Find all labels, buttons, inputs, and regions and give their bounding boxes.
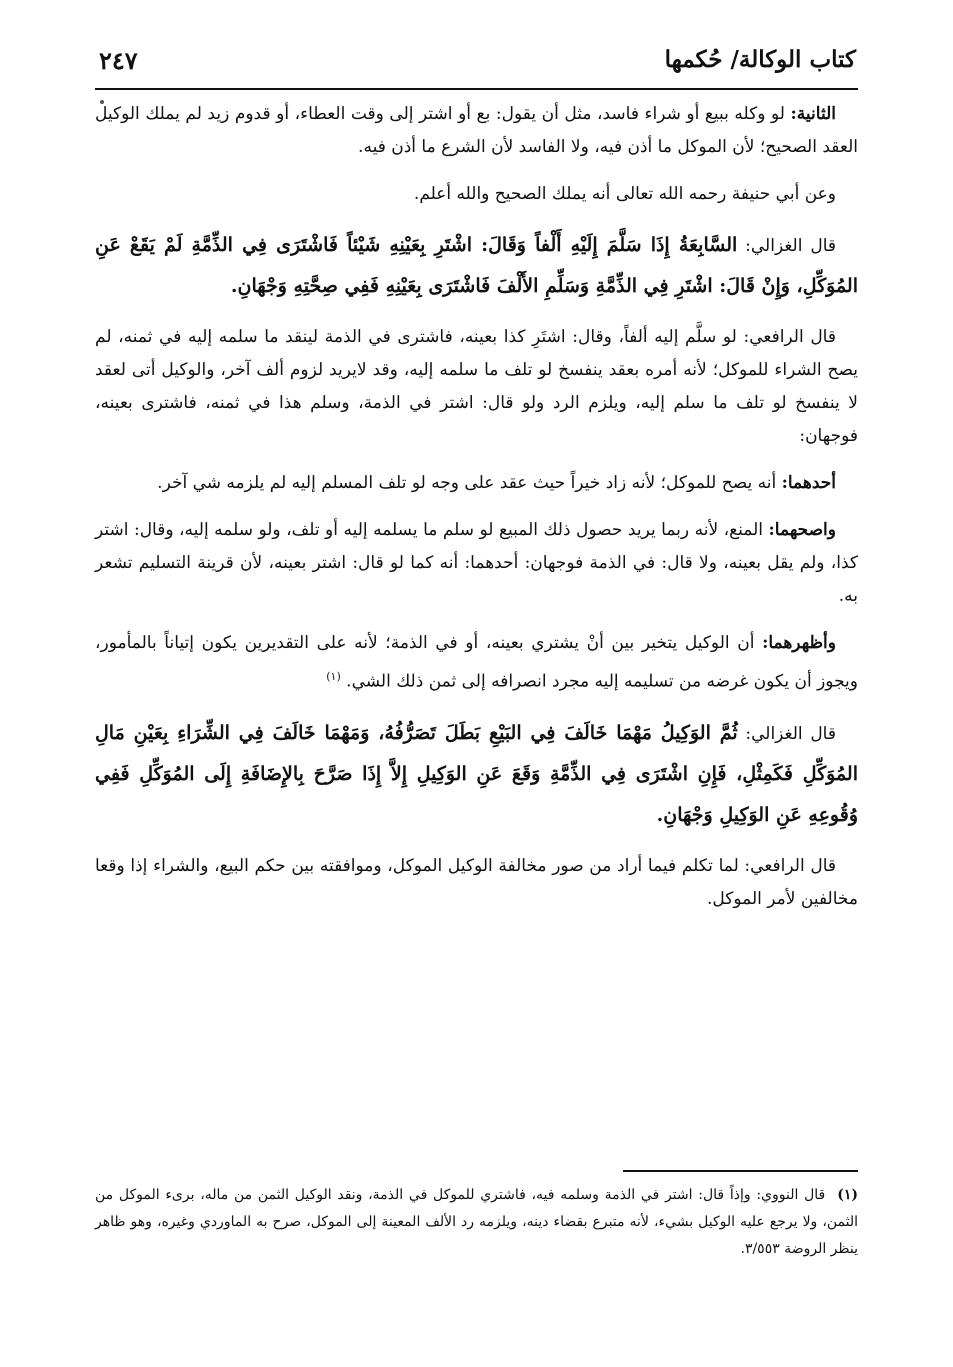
footnotes-section [95,1170,858,1263]
ghazali-quote-agent-violation [95,713,858,836]
footnote-reference[interactable]: (١) [326,670,341,683]
quote-intro: قال الغزالي: [737,236,836,256]
paragraph-lead: أحدهما: [781,473,836,493]
paragraph-clearer-view [95,627,858,699]
paragraph-text: أن الوكيل يتخير بين أنْ يشتري بعينه، أو في الذمة؛ لأنه على التقديرين يكون إتياناً بالمأمور، ويجوز أن يكون غرضه من تسليمه إليه مجرد انصرافه إلى ثمن ذلك الشي. [95,633,858,692]
paragraph-sounder-view [95,514,858,613]
paragraph-second-issue [95,98,858,164]
footnote-divider [623,1170,858,1172]
paragraph-text: أنه يصح للموكل؛ لأنه زاد خيراً حيث عقد على وجه لو تلف المسلم إليه لم يلزمه شي آخر. [157,473,782,493]
paragraph-text: قال الرافعي: لو سلَّم إليه ألفاً، وقال: اشتَرِ كذا بعينه، فاشترى في الذمة لينقد ما سلمه إليه في ثمنه، لم يصح الشراء للموكل؛ لأنه أمره بعقد ينفسخ لو تلف ما سلمه إليه، وقد لايريد لزوم ألف آخر، والوكيل أتى لعقد لا ينفسخ لو تلف ما سلم إليه، ويلزم الرد ولو قال: اشتر في الذمة، وسلم هذا في ثمنه، فاشترى بعينه، فوجهان: [95,327,858,446]
paragraph-rafii-commentary [95,321,858,453]
page-body [95,98,858,930]
page-header [95,40,858,90]
page-number: ٢٤٧ [99,46,138,75]
running-title: كتاب الوكالة/ حُكمها [664,46,856,73]
paragraph-text: قال الرافعي: لما تكلم فيما أراد من صور مخالفة الوكيل الموكل، وموافقته بين حكم البيع، والشراء إذا وقعا مخالفين لأمر الموكل. [95,855,858,909]
paragraph-lead: واصحهما: [768,520,836,540]
footnote-text: قال النووي: وإذاً قال: اشتر في الذمة وسلمه فيه، فاشتري للموكل في الذمة، ونقد الوكيل الثمن من ماله، برىء الموكل من الثمن، ولا يرجع عليه الوكيل بشيء، لأنه متبرع بقضاء دينه، ويلزمه رد الألف المعينة إلى الموكل، صرح به الماوردي وغيره، وهو ظاهر ينظر الروضة ٣/٥٥٣. [95,1187,858,1257]
ghazali-quote-seventh [95,225,858,307]
footnote-mark: (١) [837,1187,858,1203]
paragraph-text: المنع، لأنه ربما يريد حصول ذلك المبيع لو سلم ما يسلمه إليه أو تلف، ولو سلمه إليه، وقال: اشتر كذا، ولم يقل بعينه، ولا قال: في الذمة فوجهان: أحدهما: أنه كما لو قال: اشتر بعينه، لأن قرينة التسليم تشعر به. [95,520,858,606]
paragraph-lead: الثانية: [790,104,836,124]
quote-matn: السَّابِعَةُ إِذَا سَلَّمَ إِلَيْهِ أَلْفاً وَقَالَ: اشْتَرِ بِعَيْنِهِ شَيْئاً فَاشْتَرَى فِي الذِّمَّةِ لَمْ يَقَعْ عَنِ المُوَكِّلِ، وَإِنْ قَالَ: اشْتَرِ فِي الذِّمَّةِ وَسَلِّمِ الأَلْفَ فَاشْتَرَى بِعَيْنِهِ فَفِي صِحَّتِهِ وَجْهَانِ. [95,234,858,297]
paragraph-rafii-closing [95,850,858,916]
quote-matn: ثُمَّ الوَكِيلُ مَهْمَا خَالَفَ فِي البَيْعِ بَطَلَ تَصَرُّفُهُ، وَمَهْمَا خَالَفَ فِي الشِّرَاءِ بِعَيْنِ مَالِ المُوَكِّلِ فَكَمِثْلِ، فَإِنِ اشْتَرَى فِي الذِّمَّةِ وَقَعَ عَنِ الوَكِيلِ إِلاَّ إِذَا صَرَّحَ بِالإِضَافَةِ إِلَى المُوَكِّلِ فَفِي وُقُوعِهِ عَنِ الوَكِيلِ وَجْهَانِ. [95,721,858,826]
footnote-1 [95,1182,858,1263]
paragraph-abu-hanifa [95,178,858,211]
paragraph-first-view [95,467,858,500]
paragraph-text: وعن أبي حنيفة رحمه الله تعالى أنه يملك الصحيح والله أعلم. [413,184,836,204]
paragraph-text: لو وكله ببيع أو شراء فاسد، مثل أن يقول: بع أو اشتر إلى وقت العطاء، أو قدوم زيد لم يملك الوكيل العقد الصحيح؛ لأن الموكل ما أذن فيه، ولا الفاسد لأن الشرع ما أذن فيه. [95,104,858,157]
quote-intro: قال الغزالي: [737,723,836,744]
paragraph-lead: وأظهرهما: [762,633,836,653]
